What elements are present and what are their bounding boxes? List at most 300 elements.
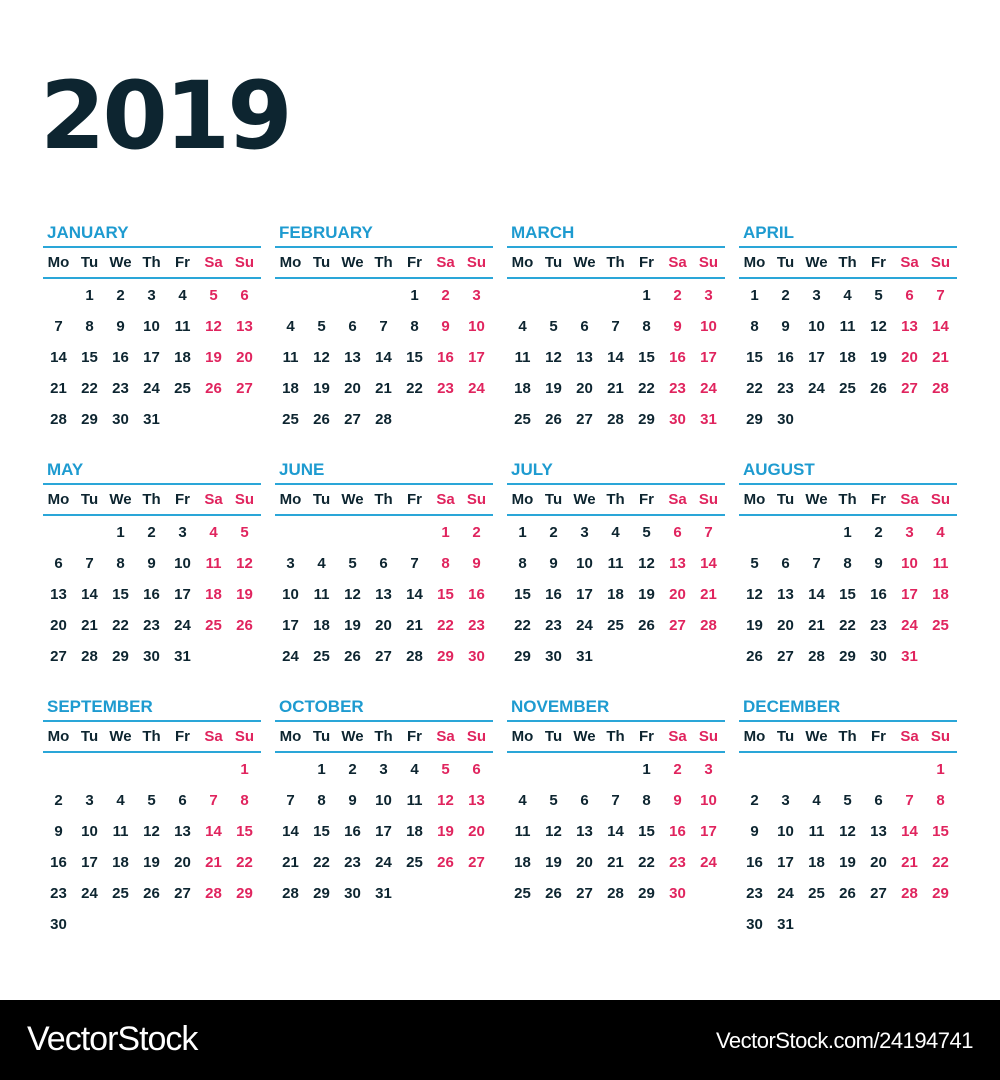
day-cell: 13 [236, 318, 253, 335]
day-cell: 26 [236, 617, 253, 634]
week-row [275, 785, 493, 816]
day-cell: 28 [901, 885, 918, 902]
day-cell: 11 [808, 823, 825, 840]
day-cell: 18 [514, 380, 531, 397]
day-cell: 24 [468, 380, 485, 397]
day-cell: 26 [205, 380, 222, 397]
weekday-label: We [573, 491, 596, 508]
day-cell: 9 [441, 318, 450, 335]
day-cell: 20 [236, 349, 253, 366]
day-cell: 7 [611, 792, 620, 809]
week-row [739, 816, 957, 847]
weekday-label: Sa [204, 254, 223, 271]
weekday-label: Th [838, 254, 857, 271]
week-row [43, 373, 261, 404]
week-row [275, 548, 493, 579]
day-cell: 27 [576, 411, 593, 428]
weekday-label: Mo [279, 491, 302, 508]
day-cell: 2 [874, 524, 883, 541]
week-row [275, 373, 493, 404]
day-cell: 28 [282, 885, 299, 902]
day-cell: 15 [638, 349, 655, 366]
footer-bar [0, 1000, 1000, 1080]
week-row [275, 404, 493, 435]
week-row [507, 342, 725, 373]
day-cell: 14 [901, 823, 918, 840]
day-cell: 17 [700, 823, 717, 840]
day-cell: 13 [576, 349, 593, 366]
weekday-label: Tu [312, 254, 331, 271]
day-cell: 29 [746, 411, 763, 428]
week-row [275, 847, 493, 878]
days-grid [739, 753, 957, 940]
day-cell: 9 [147, 555, 156, 572]
day-cell: 28 [607, 885, 624, 902]
day-cell: 25 [406, 854, 423, 871]
day-cell: 7 [85, 555, 94, 572]
day-cell: 1 [936, 761, 945, 778]
day-cell: 5 [348, 555, 357, 572]
year-title: 2019 [40, 62, 290, 171]
day-cell: 26 [143, 885, 160, 902]
day-cell: 13 [576, 823, 593, 840]
day-cell: 23 [669, 854, 686, 871]
day-cell: 4 [518, 318, 527, 335]
day-cell: 15 [406, 349, 423, 366]
weekday-label: Su [698, 728, 719, 745]
day-cell: 23 [344, 854, 361, 871]
day-cell: 30 [870, 648, 887, 665]
weekday-label: Sa [668, 491, 687, 508]
week-row [275, 610, 493, 641]
month-january [43, 220, 261, 435]
day-cell: 25 [514, 411, 531, 428]
day-cell: 3 [379, 761, 388, 778]
day-cell: 1 [410, 287, 419, 304]
day-cell: 3 [580, 524, 589, 541]
month-title: SEPTEMBER [47, 697, 153, 716]
day-cell: 13 [174, 823, 191, 840]
day-cell: 17 [777, 854, 794, 871]
day-cell: 16 [50, 854, 67, 871]
day-cell: 6 [580, 792, 589, 809]
day-cell: 18 [174, 349, 191, 366]
week-row [43, 816, 261, 847]
day-cell: 30 [669, 885, 686, 902]
weekday-label: Tu [80, 728, 99, 745]
weekday-label: Mo [743, 254, 766, 271]
day-cell: 4 [843, 287, 852, 304]
day-cell: 29 [638, 885, 655, 902]
day-cell: 21 [282, 854, 299, 871]
week-row [275, 579, 493, 610]
day-cell: 3 [147, 287, 156, 304]
weekday-label: We [341, 728, 364, 745]
day-cell: 16 [143, 586, 160, 603]
days-grid [275, 516, 493, 672]
day-cell: 23 [112, 380, 129, 397]
week-row [275, 816, 493, 847]
day-cell: 12 [236, 555, 253, 572]
day-cell: 11 [514, 823, 531, 840]
day-cell: 30 [468, 648, 485, 665]
weekday-label: Tu [312, 728, 331, 745]
day-cell: 20 [50, 617, 67, 634]
day-cell: 19 [839, 854, 856, 871]
month-title: MAY [47, 460, 84, 479]
month-title: NOVEMBER [511, 697, 610, 716]
day-cell: 25 [174, 380, 191, 397]
day-cell: 15 [112, 586, 129, 603]
days-grid [507, 279, 725, 435]
day-cell: 23 [746, 885, 763, 902]
day-cell: 4 [518, 792, 527, 809]
day-cell: 22 [81, 380, 98, 397]
month-title: JULY [511, 460, 553, 479]
weekday-header-row [739, 722, 957, 751]
day-cell: 25 [112, 885, 129, 902]
day-cell: 25 [932, 617, 949, 634]
week-row [43, 342, 261, 373]
week-row [739, 754, 957, 785]
day-cell: 5 [549, 318, 558, 335]
day-cell: 20 [777, 617, 794, 634]
weekday-label: Tu [80, 491, 99, 508]
day-cell: 28 [50, 411, 67, 428]
day-cell: 10 [700, 318, 717, 335]
day-cell: 14 [81, 586, 98, 603]
weekday-label: We [109, 254, 132, 271]
weekday-header-row [507, 485, 725, 514]
weekday-label: Fr [639, 728, 654, 745]
day-cell: 10 [901, 555, 918, 572]
weekday-label: Fr [407, 728, 422, 745]
day-cell: 12 [143, 823, 160, 840]
day-cell: 30 [143, 648, 160, 665]
weekday-header-row [507, 248, 725, 277]
day-cell: 5 [209, 287, 218, 304]
day-cell: 29 [112, 648, 129, 665]
day-cell: 14 [375, 349, 392, 366]
day-cell: 22 [406, 380, 423, 397]
day-cell: 28 [205, 885, 222, 902]
day-cell: 10 [174, 555, 191, 572]
day-cell: 6 [874, 792, 883, 809]
day-cell: 26 [313, 411, 330, 428]
day-cell: 24 [81, 885, 98, 902]
week-row [507, 878, 725, 909]
month-november [507, 694, 725, 909]
day-cell: 14 [808, 586, 825, 603]
weekday-label: Mo [279, 254, 302, 271]
day-cell: 12 [313, 349, 330, 366]
day-cell: 9 [348, 792, 357, 809]
day-cell: 25 [282, 411, 299, 428]
month-title: APRIL [743, 223, 794, 242]
day-cell: 19 [205, 349, 222, 366]
weekday-label: Th [142, 728, 161, 745]
weekday-label: Mo [511, 491, 534, 508]
day-cell: 6 [379, 555, 388, 572]
day-cell: 9 [549, 555, 558, 572]
week-row [43, 878, 261, 909]
day-cell: 3 [178, 524, 187, 541]
day-cell: 15 [932, 823, 949, 840]
day-cell: 31 [576, 648, 593, 665]
day-cell: 14 [205, 823, 222, 840]
weekday-label: Tu [544, 254, 563, 271]
day-cell: 23 [669, 380, 686, 397]
weekday-header-row [43, 722, 261, 751]
day-cell: 12 [437, 792, 454, 809]
day-cell: 26 [870, 380, 887, 397]
week-row [739, 579, 957, 610]
day-cell: 19 [638, 586, 655, 603]
days-grid [507, 753, 725, 909]
day-cell: 19 [437, 823, 454, 840]
day-cell: 17 [143, 349, 160, 366]
month-february [275, 220, 493, 435]
day-cell: 8 [240, 792, 249, 809]
day-cell: 22 [437, 617, 454, 634]
day-cell: 16 [344, 823, 361, 840]
weekday-label: We [341, 491, 364, 508]
day-cell: 19 [545, 854, 562, 871]
day-cell: 7 [410, 555, 419, 572]
day-cell: 13 [50, 586, 67, 603]
week-row [507, 785, 725, 816]
month-august [739, 457, 957, 672]
day-cell: 10 [81, 823, 98, 840]
day-cell: 31 [777, 916, 794, 933]
day-cell: 16 [669, 349, 686, 366]
day-cell: 2 [673, 287, 682, 304]
month-title: OCTOBER [279, 697, 364, 716]
month-title: DECEMBER [743, 697, 841, 716]
weekday-label: Fr [871, 491, 886, 508]
day-cell: 27 [901, 380, 918, 397]
day-cell: 2 [781, 287, 790, 304]
day-cell: 13 [669, 555, 686, 572]
day-cell: 29 [81, 411, 98, 428]
day-cell: 22 [236, 854, 253, 871]
day-cell: 3 [905, 524, 914, 541]
week-row [739, 342, 957, 373]
week-row [739, 548, 957, 579]
day-cell: 30 [746, 916, 763, 933]
day-cell: 29 [437, 648, 454, 665]
day-cell: 13 [468, 792, 485, 809]
day-cell: 7 [704, 524, 713, 541]
weekday-label: Mo [47, 491, 70, 508]
month-march [507, 220, 725, 435]
week-row [739, 280, 957, 311]
weekday-label: We [573, 728, 596, 745]
day-cell: 11 [313, 586, 330, 603]
weekday-label: We [109, 728, 132, 745]
day-cell: 16 [746, 854, 763, 871]
day-cell: 19 [746, 617, 763, 634]
day-cell: 19 [344, 617, 361, 634]
day-cell: 19 [313, 380, 330, 397]
weekday-label: Su [930, 254, 951, 271]
day-cell: 20 [174, 854, 191, 871]
week-row [739, 517, 957, 548]
day-cell: 15 [437, 586, 454, 603]
day-cell: 18 [406, 823, 423, 840]
weekday-label: Th [374, 254, 393, 271]
day-cell: 21 [50, 380, 67, 397]
day-cell: 21 [607, 380, 624, 397]
day-cell: 20 [576, 380, 593, 397]
day-cell: 22 [839, 617, 856, 634]
day-cell: 19 [870, 349, 887, 366]
day-cell: 29 [514, 648, 531, 665]
weekday-label: Su [466, 254, 487, 271]
week-row [43, 548, 261, 579]
day-cell: 18 [514, 854, 531, 871]
day-cell: 4 [116, 792, 125, 809]
week-row [507, 610, 725, 641]
week-row [507, 754, 725, 785]
day-cell: 9 [673, 792, 682, 809]
day-cell: 28 [375, 411, 392, 428]
day-cell: 24 [700, 854, 717, 871]
day-cell: 6 [178, 792, 187, 809]
weekday-label: Th [606, 491, 625, 508]
weekday-label: Mo [47, 728, 70, 745]
day-cell: 20 [344, 380, 361, 397]
days-grid [43, 279, 261, 435]
day-cell: 8 [317, 792, 326, 809]
day-cell: 1 [441, 524, 450, 541]
day-cell: 8 [642, 792, 651, 809]
week-row [43, 909, 261, 940]
day-cell: 17 [282, 617, 299, 634]
days-grid [275, 753, 493, 909]
day-cell: 27 [174, 885, 191, 902]
day-cell: 5 [750, 555, 759, 572]
day-cell: 3 [286, 555, 295, 572]
day-cell: 2 [54, 792, 63, 809]
day-cell: 5 [147, 792, 156, 809]
weekday-label: Fr [407, 254, 422, 271]
day-cell: 10 [375, 792, 392, 809]
weekday-label: Tu [776, 728, 795, 745]
day-cell: 28 [406, 648, 423, 665]
day-cell: 16 [669, 823, 686, 840]
day-cell: 18 [932, 586, 949, 603]
weekday-header-row [739, 485, 957, 514]
weekday-header-row [507, 722, 725, 751]
day-cell: 2 [348, 761, 357, 778]
day-cell: 13 [870, 823, 887, 840]
week-row [275, 517, 493, 548]
day-cell: 2 [116, 287, 125, 304]
month-september [43, 694, 261, 940]
week-row [275, 878, 493, 909]
day-cell: 22 [112, 617, 129, 634]
day-cell: 17 [375, 823, 392, 840]
day-cell: 26 [344, 648, 361, 665]
weekday-header-row [275, 722, 493, 751]
day-cell: 25 [514, 885, 531, 902]
day-cell: 21 [375, 380, 392, 397]
day-cell: 26 [746, 648, 763, 665]
week-row [43, 610, 261, 641]
day-cell: 17 [808, 349, 825, 366]
weekday-label: Sa [436, 491, 455, 508]
month-october [275, 694, 493, 909]
day-cell: 22 [638, 854, 655, 871]
day-cell: 8 [936, 792, 945, 809]
week-row [739, 909, 957, 940]
weekday-label: Fr [175, 491, 190, 508]
day-cell: 15 [638, 823, 655, 840]
day-cell: 19 [143, 854, 160, 871]
day-cell: 10 [576, 555, 593, 572]
day-cell: 2 [472, 524, 481, 541]
day-cell: 9 [472, 555, 481, 572]
day-cell: 30 [669, 411, 686, 428]
days-grid [739, 516, 957, 672]
day-cell: 20 [870, 854, 887, 871]
week-row [507, 816, 725, 847]
weekday-label: Sa [204, 491, 223, 508]
day-cell: 24 [576, 617, 593, 634]
day-cell: 1 [317, 761, 326, 778]
day-cell: 6 [905, 287, 914, 304]
weekday-label: Su [698, 254, 719, 271]
day-cell: 3 [85, 792, 94, 809]
day-cell: 22 [638, 380, 655, 397]
day-cell: 30 [545, 648, 562, 665]
day-cell: 24 [700, 380, 717, 397]
day-cell: 17 [700, 349, 717, 366]
day-cell: 8 [642, 318, 651, 335]
day-cell: 31 [375, 885, 392, 902]
day-cell: 28 [81, 648, 98, 665]
day-cell: 21 [406, 617, 423, 634]
week-row [507, 404, 725, 435]
day-cell: 26 [545, 411, 562, 428]
day-cell: 17 [901, 586, 918, 603]
day-cell: 23 [468, 617, 485, 634]
day-cell: 7 [286, 792, 295, 809]
week-row [507, 517, 725, 548]
day-cell: 30 [344, 885, 361, 902]
day-cell: 1 [240, 761, 249, 778]
month-april [739, 220, 957, 435]
day-cell: 6 [240, 287, 249, 304]
day-cell: 16 [545, 586, 562, 603]
weekday-label: Sa [668, 728, 687, 745]
day-cell: 6 [54, 555, 63, 572]
day-cell: 20 [576, 854, 593, 871]
month-title: FEBRUARY [279, 223, 373, 242]
weekday-label: Mo [47, 254, 70, 271]
weekday-label: Mo [511, 254, 534, 271]
week-row [507, 311, 725, 342]
day-cell: 22 [313, 854, 330, 871]
day-cell: 17 [468, 349, 485, 366]
day-cell: 31 [174, 648, 191, 665]
weekday-label: Fr [871, 728, 886, 745]
day-cell: 2 [549, 524, 558, 541]
day-cell: 15 [746, 349, 763, 366]
day-cell: 21 [932, 349, 949, 366]
week-row [275, 754, 493, 785]
